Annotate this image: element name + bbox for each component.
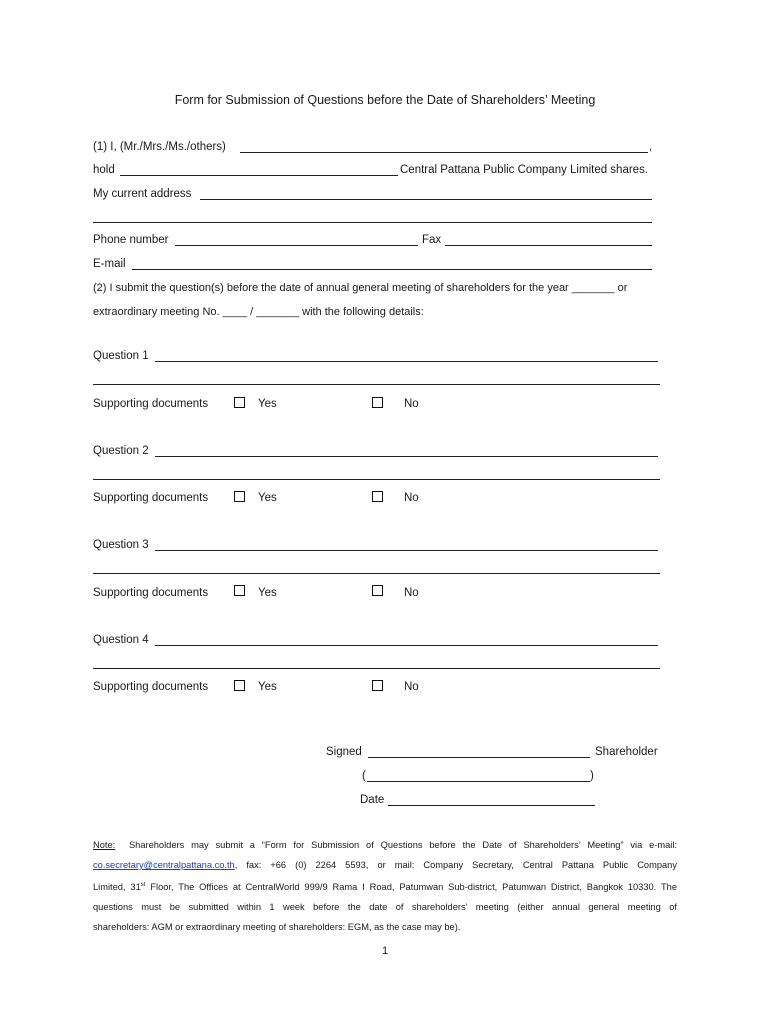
phone-field[interactable] xyxy=(175,245,418,246)
question-4-field-line2[interactable] xyxy=(93,668,660,669)
yes-checkbox[interactable] xyxy=(234,680,245,691)
question-4-label: Question 4 xyxy=(93,634,149,646)
no-checkbox[interactable] xyxy=(372,397,383,408)
supporting-docs-label: Supporting documents xyxy=(93,587,209,599)
no-checkbox[interactable] xyxy=(372,680,383,691)
hold-suffix: Central Pattana Public Company Limited shares. xyxy=(400,164,649,176)
email-link[interactable]: co.secretary@centralpattana.co.th xyxy=(93,860,235,870)
supporting-docs-label: Supporting documents xyxy=(93,398,209,410)
no-label: No xyxy=(404,398,419,410)
phone-label: Phone number xyxy=(93,234,169,246)
section2-line2: extraordinary meeting No. ____ / _______ with the following details: xyxy=(93,306,424,318)
supporting-docs-label: Supporting documents xyxy=(93,681,209,693)
yes-label: Yes xyxy=(258,681,277,693)
date-label: Date xyxy=(360,794,385,806)
printed-name-field[interactable] xyxy=(367,781,590,782)
yes-label: Yes xyxy=(258,492,277,504)
note-sup: st xyxy=(140,882,146,888)
paren-open: ( xyxy=(362,770,366,782)
question-2-label: Question 2 xyxy=(93,445,149,457)
question-1-field-line2[interactable] xyxy=(93,384,660,385)
yes-checkbox[interactable] xyxy=(234,585,245,596)
fax-label: Fax xyxy=(422,234,442,246)
question-2-field-line2[interactable] xyxy=(93,479,660,480)
note-line4: questions must be submitted within 1 week before the date of shareholders’ meeting (either annual general meeting of xyxy=(93,902,677,913)
address-field[interactable] xyxy=(200,199,652,200)
email-label: E-mail xyxy=(93,258,126,270)
note-line5: shareholders: AGM or extraordinary meeting of shareholders: EGM, as the case may be). xyxy=(93,922,461,933)
note-line1: Shareholders may submit a “Form for Submission of Questions before the Date of Shareholders’ Meeting” via e-mail: xyxy=(128,840,677,850)
no-checkbox[interactable] xyxy=(372,491,383,502)
signature-field[interactable] xyxy=(368,757,590,758)
no-label: No xyxy=(404,681,419,693)
yes-label: Yes xyxy=(258,398,277,410)
address-label: My current address xyxy=(93,188,192,200)
question-4-field[interactable] xyxy=(155,645,658,646)
email-field[interactable] xyxy=(132,269,652,270)
note-line2: , fax: +66 (0) 2264 5593, or mail: Company Secretary, Central Pattana Public Company xyxy=(234,860,677,870)
supporting-docs-label: Supporting documents xyxy=(93,492,209,504)
section2-line1: (2) I submit the question(s) before the date of annual general meeting of shareholders for the year _______ or xyxy=(93,282,628,294)
question-2-field[interactable] xyxy=(155,456,658,457)
question-3-label: Question 3 xyxy=(93,539,149,551)
yes-label: Yes xyxy=(258,587,277,599)
name-field[interactable] xyxy=(240,152,648,153)
no-label: No xyxy=(404,492,419,504)
name-label: (1) I, (Mr./Mrs./Ms./others) xyxy=(93,141,226,153)
paren-close: ) xyxy=(590,770,594,782)
signed-label: Signed xyxy=(326,746,362,758)
question-3-field-line2[interactable] xyxy=(93,573,660,574)
yes-checkbox[interactable] xyxy=(234,397,245,408)
address-field-line2[interactable] xyxy=(93,222,652,223)
note-line3a: Limited, 31 xyxy=(93,882,141,893)
page-number: 1 xyxy=(382,945,389,957)
shares-field[interactable] xyxy=(120,175,398,176)
note-label: Note: xyxy=(93,840,116,850)
no-label: No xyxy=(404,587,419,599)
question-1-label: Question 1 xyxy=(93,350,149,362)
no-checkbox[interactable] xyxy=(372,585,383,596)
note-block xyxy=(93,835,677,937)
question-3-field[interactable] xyxy=(155,550,658,551)
note-line3b: Floor, The Offices at CentralWorld 999/9 Rama I Road, Patumwan Sub-district, Patumwan District, Bangkok 10330. The xyxy=(145,882,677,893)
hold-label: hold xyxy=(93,164,115,176)
shareholder-label: Shareholder xyxy=(595,746,658,758)
form-title: Form for Submission of Questions before the Date of Shareholders’ Meeting xyxy=(174,93,596,107)
yes-checkbox[interactable] xyxy=(234,491,245,502)
date-field[interactable] xyxy=(388,805,595,806)
name-comma: , xyxy=(649,141,653,153)
fax-field[interactable] xyxy=(445,245,652,246)
question-1-field[interactable] xyxy=(155,361,658,362)
